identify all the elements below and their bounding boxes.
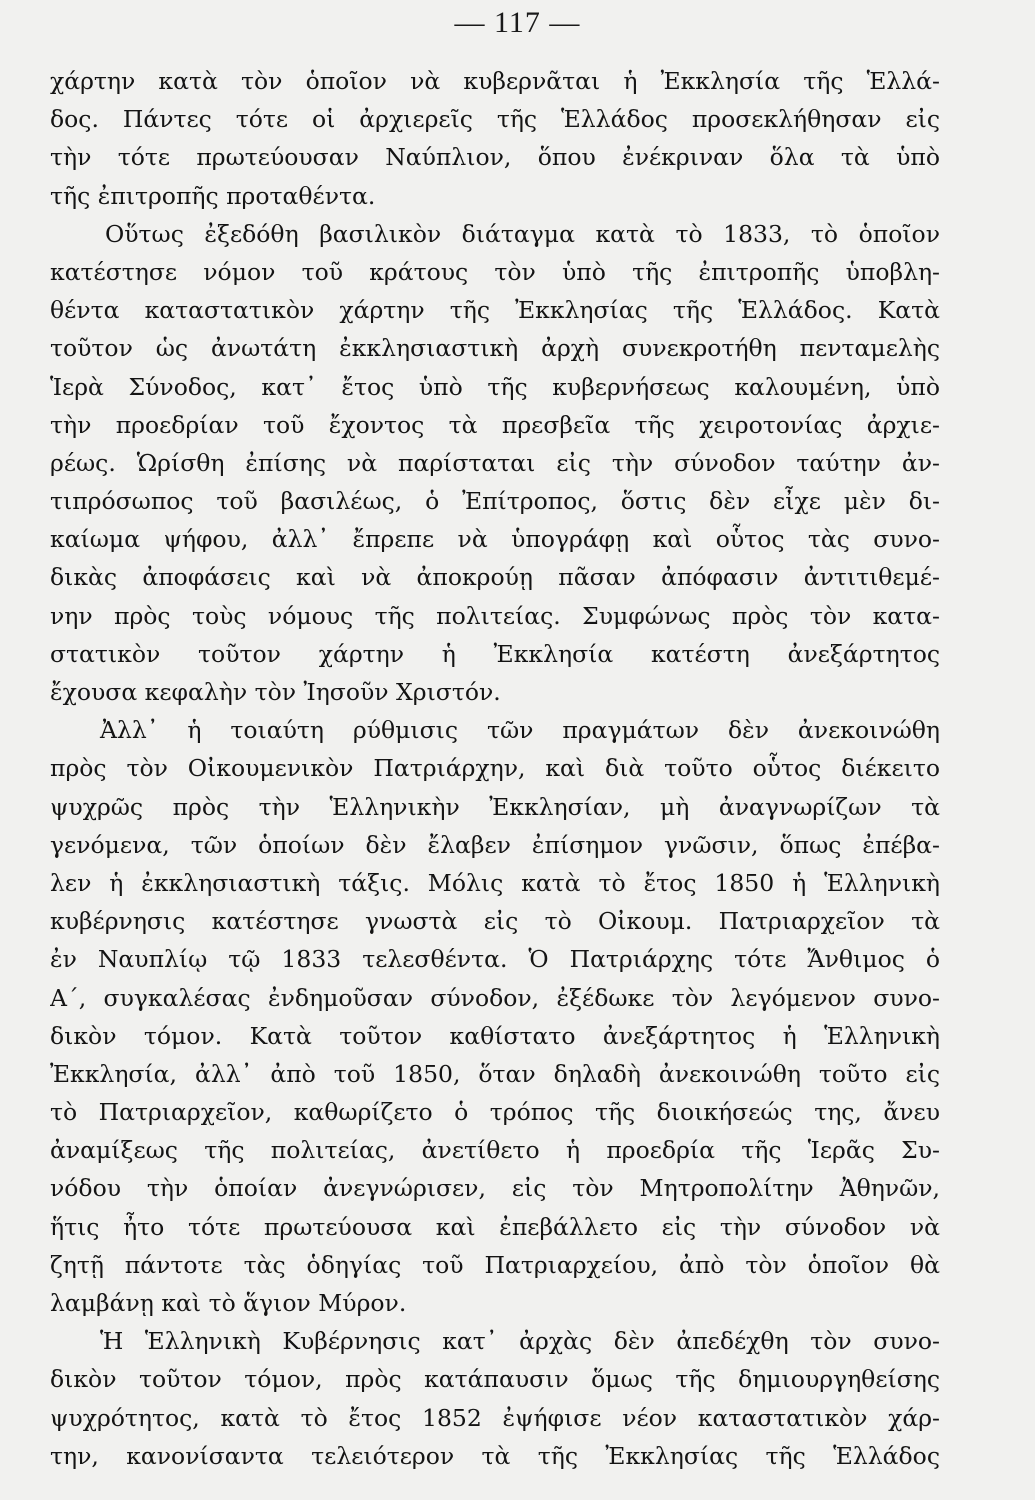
text-line: ἔχουσα κεφαλὴν τὸν Ἰησοῦν Χριστόν. [50,678,501,706]
text-line: ψυχρότητος, κατὰ τὸ ἔτος 1852 ἐψήφισε νέον καταστατικὸν χάρ- [50,1403,940,1432]
text-line: δος. Πάντες τότε οἱ ἀρχιερεῖς τῆς Ἑλλάδος προσεκλήθησαν εἰς [50,105,940,134]
text-line: κατέστησε νόμον τοῦ κράτους τὸν ὑπὸ τῆς ἐπιτροπῆς ὑποβλη- [50,257,940,286]
text-line: Ἱερὰ Σύνοδος, κατ᾽ ἔτος ὑπὸ τῆς κυβερνήσεως καλουμένη, ὑπὸ [50,372,940,401]
text-line: ἐν Ναυπλίῳ τῷ 1833 τελεσθέντα. Ὁ Πατριάρχης τότε Ἄνθιμος ὁ [50,945,940,974]
text-line: ἥτις ἦτο τότε πρωτεύουσα καὶ ἐπεβάλλετο εἰς τὴν σύνοδον νὰ [50,1212,940,1241]
text-line: τοῦτον ὡς ἀνωτάτη ἐκκλησιαστικὴ ἀρχὴ συνεκροτήθη πενταμελὴς [50,334,940,363]
text-line: τιπρόσωπος τοῦ βασιλέως, ὁ Ἐπίτροπος, ὅστις δὲν εἶχε μὲν δι- [50,487,940,516]
text-line: θέντα καταστατικὸν χάρτην τῆς Ἐκκλησίας τῆς Ἑλλάδος. Κατὰ [50,296,940,325]
text-line: λαμβάνῃ καὶ τὸ ἅγιον Μύρον. [50,1289,407,1317]
text-line: Α΄, συγκαλέσας ἐνδημοῦσαν σύνοδον, ἐξέδωκε τὸν λεγόμενον συνο- [50,983,940,1012]
text-line: πρὸς τὸν Οἰκουμενικὸν Πατριάρχην, καὶ διὰ τοῦτο οὗτος διέκειτο [50,754,940,783]
text-line: δικὰς ἀποφάσεις καὶ νὰ ἀποκρούῃ πᾶσαν ἀπόφασιν ἀντιτιθεμέ- [50,563,940,592]
paragraph-start-line: Ἡ Ἑλληνικὴ Κυβέρνησις κατ᾽ ἀρχὰς δὲν ἀπεδέχθη τὸν συνο- [100,1327,940,1356]
text-line: την, κανονίσαντα τελειότερον τὰ τῆς Ἐκκλησίας τῆς Ἑλλάδος [50,1441,940,1470]
text-line: στατικὸν τοῦτον χάρτην ἡ Ἐκκλησία κατέστη ἀνεξάρτητος [50,639,940,668]
text-line: τὴν προεδρίαν τοῦ ἔχοντος τὰ πρεσβεῖα τῆς χειροτονίας ἀρχιε- [50,410,940,439]
text-line: τὴν τότε πρωτεύουσαν Ναύπλιον, ὅπου ἐνέκριναν ὅλα τὰ ὑπὸ [50,143,940,172]
paragraph-start-line: Οὕτως ἐξεδόθη βασιλικὸν διάταγμα κατὰ τὸ 1833, τὸ ὁποῖον [105,219,940,248]
text-line: γενόμενα, τῶν ὁποίων δὲν ἔλαβεν ἐπίσημον γνῶσιν, ὅπως ἐπέβα- [50,830,940,859]
text-line: καίωμα ψήφου, ἀλλ᾽ ἔπρεπε νὰ ὑπογράφῃ καὶ οὗτος τὰς συνο- [50,525,940,554]
text-line: λεν ἡ ἐκκλησιαστικὴ τάξις. Μόλις κατὰ τὸ ἔτος 1850 ἡ Ἑλληνικὴ [50,868,940,897]
text-line: ζητῇ πάντοτε τὰς ὁδηγίας τοῦ Πατριαρχείου, ἀπὸ τὸν ὁποῖον θὰ [50,1250,940,1279]
text-line: χάρτην κατὰ τὸν ὁποῖον νὰ κυβερνᾶται ἡ Ἐκκλησία τῆς Ἑλλά- [50,67,940,95]
text-line: δικὸν τόμον. Κατὰ τοῦτον καθίστατο ἀνεξάρτητος ἡ Ἑλληνικὴ [50,1021,940,1050]
text-line: Ἐκκλησία, ἀλλ᾽ ἀπὸ τοῦ 1850, ὅταν δηλαδὴ ἀνεκοινώθη τοῦτο εἰς [50,1059,940,1088]
paragraph-start-line: Ἀλλ᾽ ἡ τοιαύτη ρύθμισις τῶν πραγμάτων δὲν ἀνεκοινώθη [100,716,940,745]
page-number: — 117 — [454,6,581,39]
text-line: τὸ Πατριαρχεῖον, καθωρίζετο ὁ τρόπος τῆς διοικήσεώς της, ἄνευ [50,1098,940,1127]
text-line: δικὸν τοῦτον τόμον, πρὸς κατάπαυσιν ὅμως τῆς δημιουργηθείσης [50,1365,940,1394]
text-line: τῆς ἐπιτροπῆς προταθέντα. [50,181,376,210]
text-line: ἀναμίξεως τῆς πολιτείας, ἀνετίθετο ἡ προεδρία τῆς Ἱερᾶς Συ- [50,1136,940,1165]
body-text [50,62,940,1475]
text-line: νόδου τὴν ὁποίαν ἀνεγνώρισεν, εἰς τὸν Μητροπολίτην Ἀθηνῶν, [50,1174,940,1203]
text-line: νην πρὸς τοὺς νόμους τῆς πολιτείας. Συμφώνως πρὸς τὸν κατα- [50,601,940,630]
text-line: ψυχρῶς πρὸς τὴν Ἑλληνικὴν Ἐκκλησίαν, μὴ ἀναγνωρίζων τὰ [50,792,940,821]
text-line: ρέως. Ὡρίσθη ἐπίσης νὰ παρίσταται εἰς τὴν σύνοδον ταύτην ἀν- [50,448,940,477]
text-line: κυβέρνησις κατέστησε γνωστὰ εἰς τὸ Οἰκουμ. Πατριαρχεῖον τὰ [50,907,940,936]
